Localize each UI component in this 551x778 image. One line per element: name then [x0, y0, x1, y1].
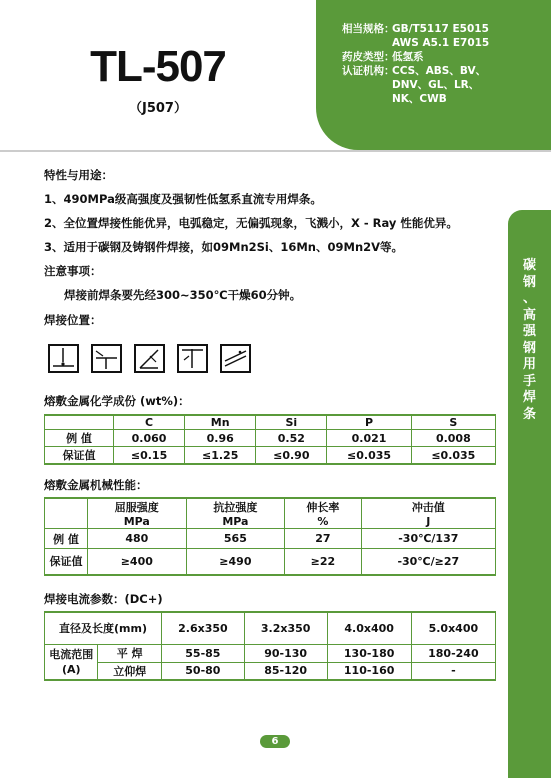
chem-cell: 0.021 [327, 430, 411, 447]
notes-text: 焊接前焊条要先经300~350℃干燥60分钟。 [64, 288, 302, 302]
current-cell: 55-85 [162, 644, 245, 662]
current-table [44, 611, 496, 681]
mech-header-unit: MPa [123, 515, 150, 528]
current-cell: - [411, 662, 495, 680]
current-title: 焊接电流参数：(DC+) [44, 592, 163, 606]
chem-cell: ≤0.15 [114, 447, 185, 465]
chem-cell: 0.060 [114, 430, 185, 447]
chem-header-cell: P [327, 415, 411, 430]
mech-header-cell [45, 498, 88, 529]
current-range-label: 电流范围 (A) [45, 644, 98, 680]
header [0, 0, 551, 150]
chem-cell: 0.52 [256, 430, 327, 447]
product-subtitle: （J507） [129, 101, 187, 116]
chem-header-cell: S [411, 415, 495, 430]
horizontal-weld-icon [220, 344, 251, 373]
current-cell: 50-80 [162, 662, 245, 680]
spec-label: 相当规格： [342, 23, 395, 35]
mech-cell: -30℃/≥27 [361, 549, 495, 575]
chem-header-cell [45, 415, 114, 430]
spec-row [342, 50, 489, 64]
features-title: 特性与用途： [44, 168, 113, 182]
mech-cell: -30℃/137 [361, 529, 495, 549]
flat-weld-icon [48, 344, 79, 373]
mech-cell: 例 值 [45, 529, 88, 549]
chem-title: 熔敷金属化学成份 (wt%)： [44, 394, 190, 408]
spec-list [342, 22, 489, 106]
chem-header-row [45, 415, 496, 430]
title-area [0, 0, 316, 150]
mech-header-cell [186, 498, 285, 529]
chem-table [44, 414, 496, 465]
chem-header-cell: C [114, 415, 185, 430]
spec-value: GB/T5117 E5015 [392, 23, 489, 35]
spec-value: CCS、ABS、BV、 [392, 65, 487, 77]
side-tab [508, 210, 551, 778]
spec-row [342, 22, 489, 36]
current-cell: 90-130 [244, 644, 327, 662]
chem-cell: 例 值 [45, 430, 114, 447]
current-size-cell: 3.2x350 [244, 612, 327, 644]
chem-cell: ≤1.25 [185, 447, 256, 465]
feature-2: 2、全位置焊接性能优异，电弧稳定，无偏弧现象，飞溅小，X - Ray 性能优异。 [44, 216, 458, 230]
mech-cell: ≥22 [285, 549, 361, 575]
chem-row [45, 430, 496, 447]
current-cell: 180-240 [411, 644, 495, 662]
current-cell: 85-120 [244, 662, 327, 680]
spec-value: AWS A5.1 E7015 [392, 37, 490, 49]
mech-header-label: 屈服强度 [114, 501, 159, 514]
overhead-icon [177, 344, 208, 373]
mech-header-cell [361, 498, 495, 529]
mech-cell: 565 [186, 529, 285, 549]
spec-label [342, 36, 392, 50]
mech-cell: ≥400 [88, 549, 187, 575]
spec-label [342, 78, 392, 92]
current-row-label: 平 焊 [98, 644, 162, 662]
mech-header-label: 抗拉强度 [213, 501, 258, 514]
current-cell: 110-160 [327, 662, 411, 680]
current-header-row [45, 612, 496, 644]
spec-value: 低氢系 [392, 51, 424, 63]
current-cell: 130-180 [327, 644, 411, 662]
chem-row [45, 447, 496, 465]
spec-row [342, 78, 489, 92]
current-header-label: 直径及长度(mm) [45, 612, 162, 644]
chem-header-cell: Si [256, 415, 327, 430]
chem-cell: ≤0.90 [256, 447, 327, 465]
chem-cell: 0.008 [411, 430, 495, 447]
feature-3: 3、适用于碳钢及铸钢件焊接，如09Mn2Si、16Mn、09Mn2V等。 [44, 240, 404, 254]
chem-cell: ≤0.035 [327, 447, 411, 465]
mech-header-unit: % [317, 515, 329, 528]
mech-header-cell [88, 498, 187, 529]
feature-1: 1、490MPa级高强度及强韧性低氢系直流专用焊条。 [44, 192, 322, 206]
position-title: 焊接位置： [44, 313, 102, 327]
spec-panel [316, 0, 551, 150]
vertical-up-icon [134, 344, 165, 373]
welding-positions [48, 344, 251, 373]
spec-value: NK、CWB [392, 93, 447, 105]
current-row [45, 662, 496, 680]
page-number: 6 [260, 735, 290, 748]
mech-header-label: 冲击值 [411, 501, 445, 514]
current-size-cell: 4.0x400 [327, 612, 411, 644]
mech-cell: ≥490 [186, 549, 285, 575]
mech-row [45, 549, 496, 575]
spec-row [342, 92, 489, 106]
mech-header-row [45, 498, 496, 529]
chem-cell: 0.96 [185, 430, 256, 447]
side-tab-label: 碳 钢 、 高 强 钢 用 手 焊 条 [522, 258, 536, 422]
mech-header-unit: MPa [222, 515, 249, 528]
current-size-cell: 2.6x350 [162, 612, 245, 644]
spec-row [342, 64, 489, 78]
mech-cell: 27 [285, 529, 361, 549]
spec-row [342, 36, 489, 50]
spec-label: 药皮类型： [342, 51, 395, 63]
spec-label [342, 92, 392, 106]
notes-title: 注意事项： [44, 264, 102, 278]
current-row [45, 644, 496, 662]
mech-title: 熔敷金属机械性能： [44, 478, 148, 492]
chem-cell: 保证值 [45, 447, 114, 465]
mech-table [44, 497, 496, 576]
product-title: TL-507 [90, 42, 226, 91]
header-divider [0, 150, 551, 152]
current-size-cell: 5.0x400 [411, 612, 495, 644]
mech-row [45, 529, 496, 549]
mech-header-label: 伸长率 [306, 501, 340, 514]
chem-header-cell: Mn [185, 415, 256, 430]
spec-value: DNV、GL、LR、 [392, 79, 480, 91]
mech-cell: 480 [88, 529, 187, 549]
mech-cell: 保证值 [45, 549, 88, 575]
current-row-label: 立仰焊 [98, 662, 162, 680]
chem-cell: ≤0.035 [411, 447, 495, 465]
horizontal-fillet-icon [91, 344, 122, 373]
mech-header-cell [285, 498, 361, 529]
spec-label: 认证机构： [342, 65, 395, 77]
mech-header-unit: J [426, 515, 431, 528]
